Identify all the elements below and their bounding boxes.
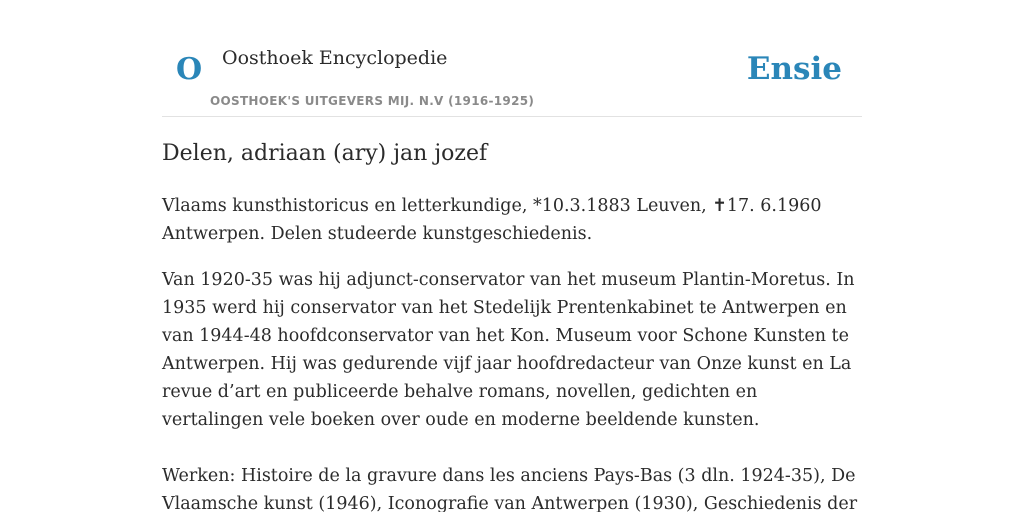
source-subtitle: OOSTHOEK'S UITGEVERS MIJ. N.V (1916-1925)	[210, 94, 535, 108]
article-title: Delen, adriaan (ary) jan jozef	[162, 141, 488, 166]
brand-logo[interactable]: Ensie	[746, 51, 842, 87]
source-logo[interactable]: O	[176, 52, 203, 87]
article-paragraph: Vlaams kunsthistoricus en letterkundige, *10.3.1883 Leuven, ✝17. 6.1960 Antwerpen. Delen studeerde kunstgeschiedenis.	[162, 196, 822, 244]
article-paragraph: Werken: Histoire de la gravure dans les anciens Pays-Bas (3 dln. 1924-35), De Vlaamsche kunst (1946), Iconografie van Antwerpen (1930), Geschiedenis der	[162, 466, 858, 512]
source-title[interactable]: Oosthoek Encyclopedie	[222, 47, 448, 69]
article-paragraph: Van 1920-35 was hij adjunct-conservator van het museum Plantin-Moretus. In 1935 werd hij conservator van het Stedelijk Prentenkabinet te Antwerpen en van 1944-48 hoofdconservator van het Kon. Museum voor Schone Kunsten te Antwerpen. Hij was gedurende vijf jaar hoofdredacteur van Onze kunst en La revue d’art en publiceerde behalve romans, novellen, gedichten en vertalingen vele boeken over oude en moderne beeldende kunsten.	[162, 270, 855, 430]
article	[162, 136, 862, 512]
source-header	[162, 0, 862, 117]
